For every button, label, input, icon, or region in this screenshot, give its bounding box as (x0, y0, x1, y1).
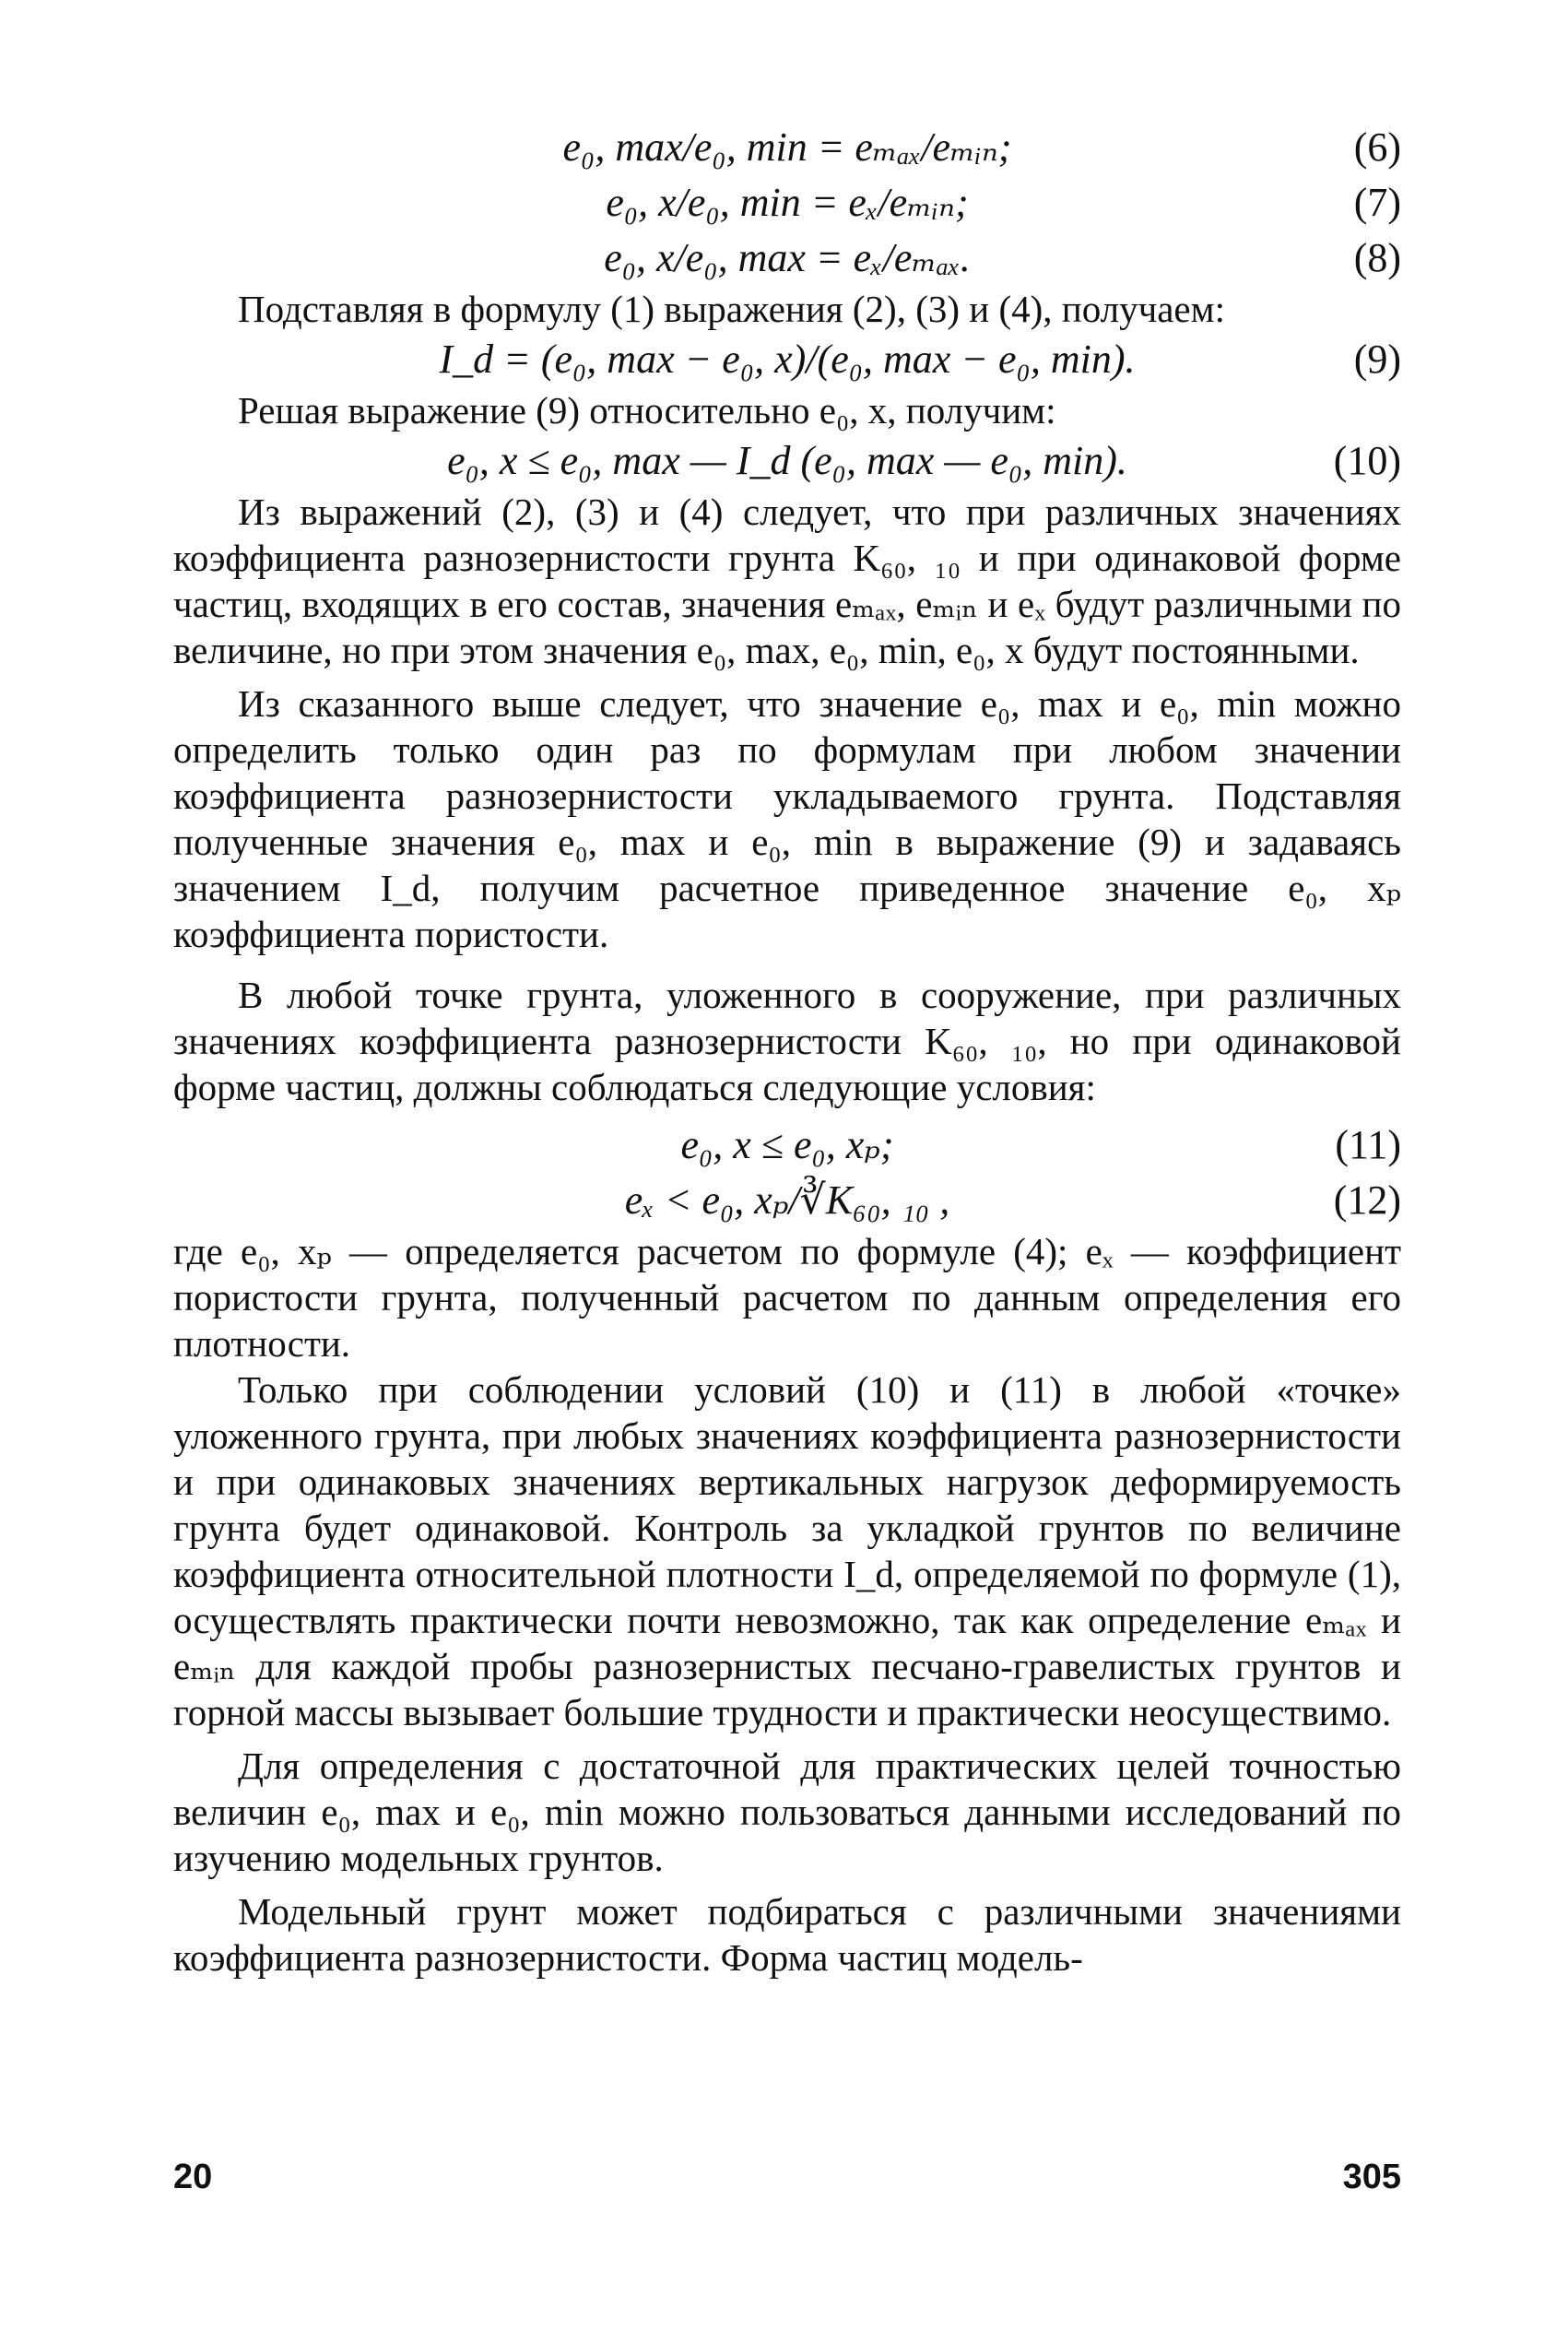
equation-expression: e₀, x ≤ e₀, max — I_d (e₀, max — e₀, min). (447, 438, 1127, 483)
equation-expression: I_d = (e₀, max − e₀, x)/(e₀, max − e₀, min). (439, 337, 1136, 382)
equation-expression: e₀, x/e₀, min = eₓ/eₘᵢₙ; (606, 180, 969, 225)
page-number-right: 305 (1342, 2158, 1401, 2196)
page-footer (173, 2158, 1401, 2204)
equation-11 (173, 1118, 1401, 1173)
equation-expression: e₀, x/e₀, max = eₓ/eₘₐₓ. (604, 235, 971, 280)
equation-number: (10) (1333, 438, 1401, 483)
paragraph: Для определения с достаточной для практических целей точностью величин e₀, max и e₀, min можно пользоваться данными исследований по изучению модельных грунтов. (173, 1745, 1401, 1879)
equation-9 (173, 332, 1401, 387)
paragraph: Из сказанного выше следует, что значение e₀, max и e₀, min можно определить только один раз по формулам при любом значении коэффициента разнозернистости укладываемого грунта. Подставляя полученные значения e₀, max и e₀, min в выражение (9) и задаваясь значением I_d, получим расчетное приведенное значение e₀, xₚ коэффициента пористости. (173, 682, 1401, 955)
paragraph: Подставляя в формулу (1) выражения (2), (3) и (4), получаем: (238, 288, 1225, 330)
equation-7 (173, 175, 1401, 231)
equation-expression: e₀, x ≤ e₀, xₚ; (680, 1122, 894, 1167)
equation-6 (173, 120, 1401, 175)
equation-8 (173, 231, 1401, 286)
equation-expression: e₀, max/e₀, min = eₘₐₓ/eₘᵢₙ; (562, 124, 1012, 170)
page-body (173, 120, 1401, 1981)
equation-number: (12) (1333, 1177, 1401, 1223)
equation-12 (173, 1173, 1401, 1228)
equation-number: (8) (1353, 235, 1401, 280)
paragraph: Только при соблюдении условий (10) и (11) в любой «точке» уложенного грунта, при любых значениях коэффициента разнозернистости и при одинаковых значениях вертикальных нагрузок деформируемость грунта будет одинаковой. Контроль за укладкой грунтов по величине коэффициента относительной плотности I_d, определяемой по формуле (1), осуществлять практически почти невозможно, так как определение eₘₐₓ и eₘᵢₙ для каждой пробы разнозернистых песчано-гравелистых грунтов и горной массы вызывает большие трудности и практически неосуществимо. (173, 1368, 1401, 1733)
paragraph: где e₀, xₚ — определяется расчетом по формуле (4); eₓ — коэффициент пористости грунта, полученный расчетом по данным определения его плотности. (173, 1230, 1401, 1365)
equation-number: (11) (1335, 1122, 1401, 1167)
paragraph: Решая выражение (9) относительно e₀, x, получим: (238, 389, 1056, 432)
equation-number: (6) (1353, 124, 1401, 170)
equation-expression: eₓ < e₀, xₚ/∛K₆₀, ₁₀ , (624, 1177, 950, 1223)
equation-number: (7) (1353, 180, 1401, 225)
page-number-left: 20 (173, 2158, 213, 2196)
paragraph: В любой точке грунта, уложенного в сооружение, при различных значениях коэффициента разнозернистости K₆₀, ₁₀, но при одинаковой форме частиц, должны соблюдаться следующие условия: (173, 974, 1401, 1108)
equation-10 (173, 433, 1401, 489)
paragraph: Из выражений (2), (3) и (4) следует, что при различных значениях коэффициента разнозернистости грунта K₆₀, ₁₀ и при одинаковой форме частиц, входящих в его состав, значения eₘₐₓ, eₘᵢₙ и eₓ будут различными по величине, но при этом значения e₀, max, e₀, min, e₀, x будут постоянными. (173, 491, 1401, 671)
paragraph: Модельный грунт может подбираться с различными значениями коэффициента разнозернистости. Форма частиц модель- (173, 1890, 1401, 1979)
equation-number: (9) (1353, 337, 1401, 382)
